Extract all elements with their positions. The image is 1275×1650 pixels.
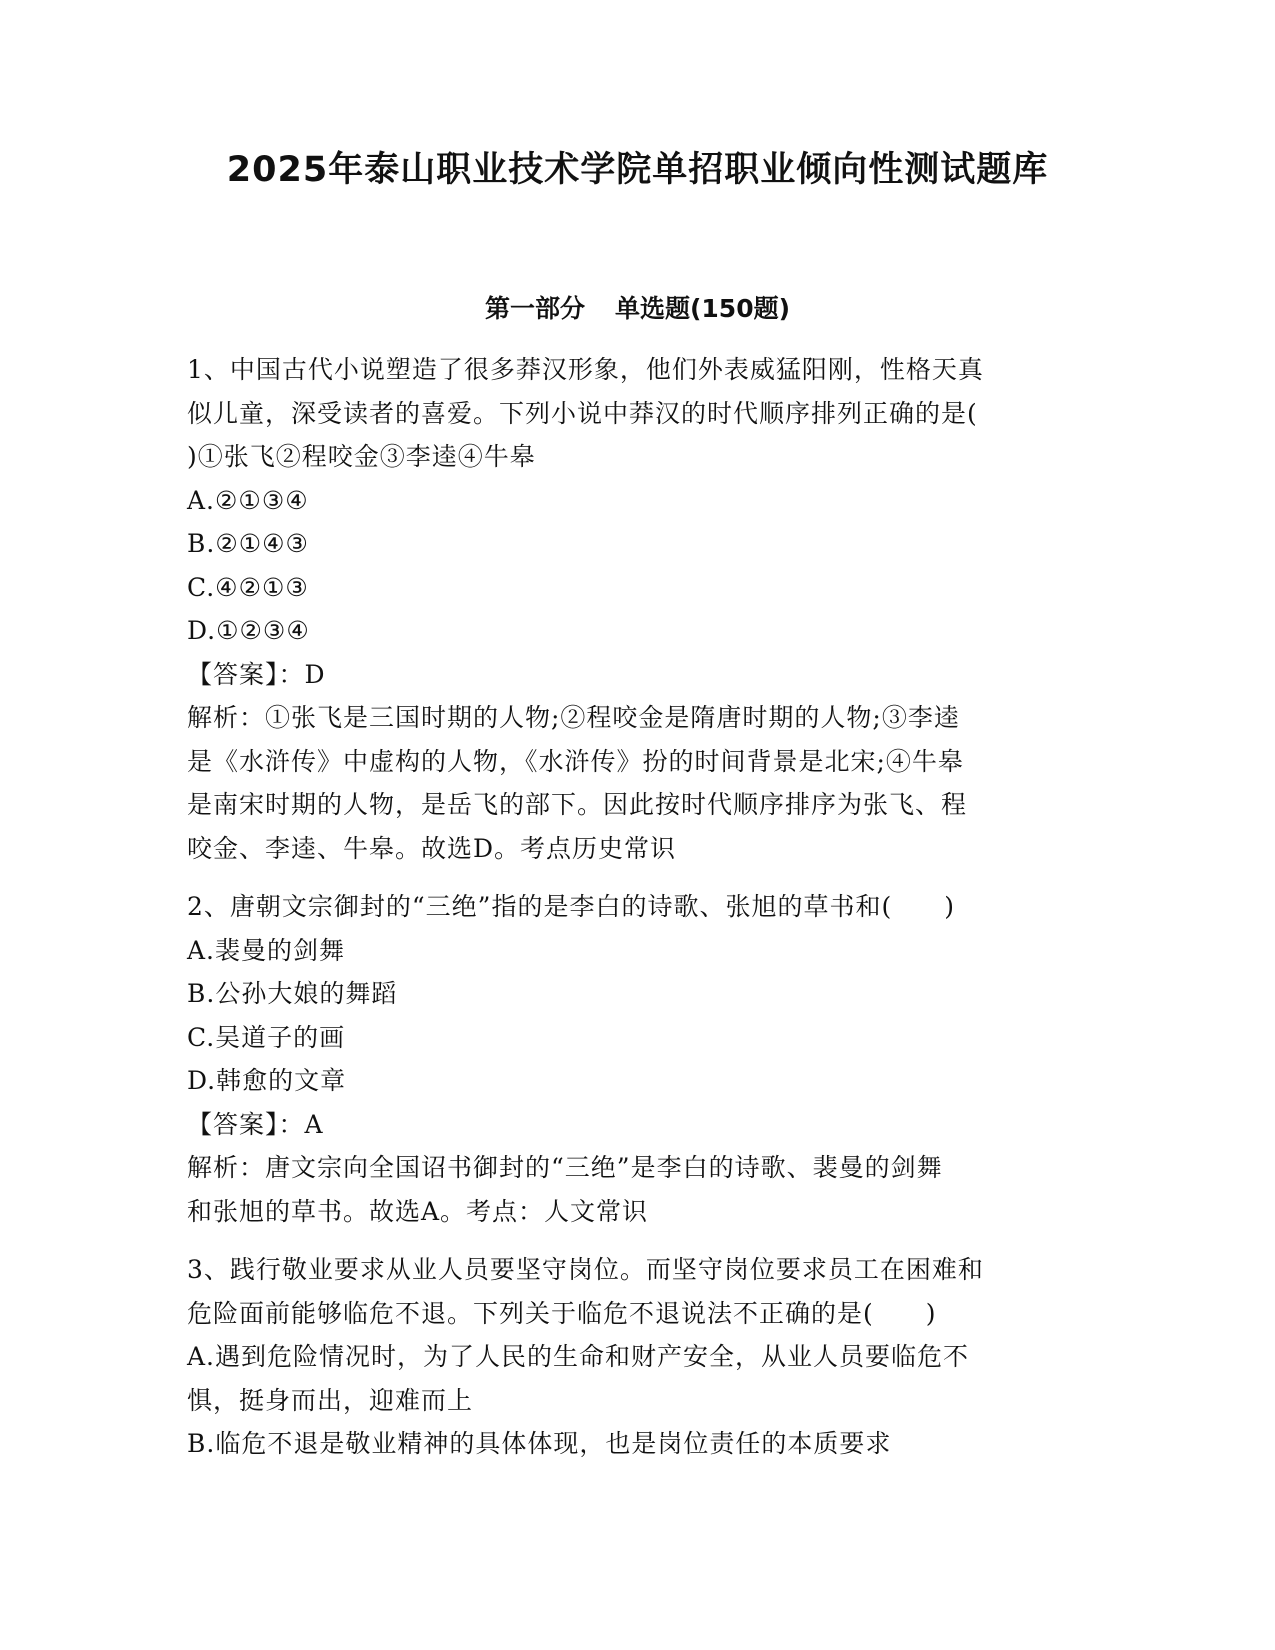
- analysis-line: 是南宋时期的人物，是岳飞的部下。因此按时代顺序排序为张飞、程: [187, 790, 968, 819]
- option-b: B.②①④③: [187, 529, 309, 558]
- section-heading: [0, 292, 1275, 326]
- question-3: [187, 1248, 1087, 1466]
- option-c: C.吴道子的画: [187, 1022, 346, 1052]
- analysis-line: 解析：①张飞是三国时期的人物;②程咬金是隋唐时期的人物;③李逵: [187, 703, 960, 732]
- section-title: 第一部分: [484, 294, 585, 323]
- section-subtitle: 单选题(150题): [614, 294, 791, 323]
- analysis-line: 解析：唐文宗向全国诏书御封的“三绝”是李白的诗歌、裴曼的剑舞: [187, 1153, 943, 1182]
- question-stem-line: 2、唐朝文宗御封的“三绝”指的是李白的诗歌、张旭的草书和( ): [187, 892, 955, 921]
- option-d: D.①②③④: [187, 616, 310, 645]
- answer-line: 【答案】：D: [187, 659, 326, 689]
- question-1: [187, 348, 1087, 870]
- analysis-line: 是《水浒传》中虚构的人物，《水浒传》扮的时间背景是北宋;④牛皋: [187, 746, 964, 776]
- question-stem-line: 危险面前能够临危不退。下列关于临危不退说法不正确的是( ): [187, 1298, 937, 1328]
- question-stem-line: 3、践行敬业要求从业人员要坚守岗位。而坚守岗位要求员工在困难和: [187, 1255, 984, 1284]
- document-title: 2025年泰山职业技术学院单招职业倾向性测试题库: [226, 150, 1049, 190]
- analysis-line: 和张旭的草书。故选A。考点：人文常识: [187, 1196, 649, 1226]
- option-a: A.遇到危险情况时，为了人民的生命和财产安全，从业人员要临危不: [187, 1342, 970, 1371]
- question-stem-line: 1、中国古代小说塑造了很多莽汉形象，他们外表威猛阳刚，性格天真: [187, 355, 984, 384]
- option-a: A.裴曼的剑舞: [187, 935, 346, 965]
- option-b: B.公孙大娘的舞蹈: [187, 979, 398, 1008]
- question-stem-line: )①张飞②程咬金③李逵④牛皋: [187, 442, 536, 471]
- question-2: [187, 885, 1087, 1233]
- option-b: B.临危不退是敬业精神的具体体现，也是岗位责任的本质要求: [187, 1429, 892, 1458]
- option-a-continued: 惧，挺身而出，迎难而上: [187, 1385, 474, 1415]
- answer-line: 【答案】：A: [187, 1109, 324, 1139]
- question-stem-line: 似儿童，深受读者的喜爱。下列小说中莽汉的时代顺序排列正确的是(: [187, 398, 978, 428]
- question-list: [187, 348, 1087, 1481]
- option-c: C.④②①③: [187, 572, 309, 602]
- analysis-line: 咬金、李逵、牛皋。故选D。考点历史常识: [187, 833, 677, 863]
- option-d: D.韩愈的文章: [187, 1066, 347, 1095]
- option-a: A.②①③④: [187, 485, 309, 515]
